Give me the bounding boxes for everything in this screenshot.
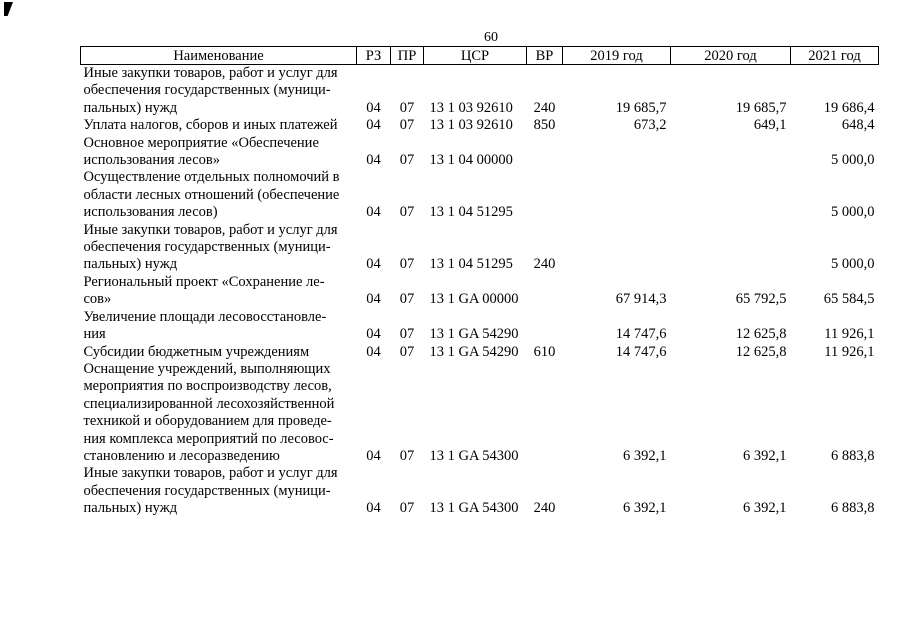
cell-name	[81, 117, 357, 134]
cell-rz: 04	[366, 256, 381, 273]
cell-rz: 04	[366, 99, 381, 116]
header-year-2021: 2021 год	[791, 47, 879, 65]
cell-csr: 13 1 04 51295	[429, 204, 513, 221]
cell-2021: 5 000,0	[831, 152, 875, 169]
table-row	[81, 117, 879, 134]
table-row	[81, 135, 879, 170]
cell-pr: 07	[399, 256, 415, 273]
cell-2020: 6 392,1	[743, 500, 787, 517]
name-line: техникой и оборудованием для проведе-	[83, 413, 332, 430]
cell-2021: 11 926,1	[824, 343, 875, 360]
header-csr: ЦСР	[424, 47, 527, 65]
header-vr: ВР	[527, 47, 563, 65]
name-line: пальных) нужд	[83, 99, 178, 116]
name-line: области лесных отношений (обеспечение	[83, 186, 340, 203]
cell-rz: 04	[366, 152, 381, 169]
cell-rz: 04	[366, 291, 381, 308]
cell-2019: 19 685,7	[615, 99, 667, 116]
cell-2020: 65 792,5	[735, 291, 787, 308]
name-line: Уплата налогов, сборов и иных платежей	[83, 117, 338, 134]
cell-2020: 649,1	[753, 117, 787, 134]
page-number: 60	[484, 30, 498, 45]
cell-2019: 14 747,6	[615, 343, 667, 360]
cell-2020	[671, 222, 791, 274]
cell-2020: 19 685,7	[735, 99, 787, 116]
cell-2019	[563, 169, 671, 221]
cell-rz: 04	[366, 447, 381, 464]
name-line: специализированной лесохозяйственной	[83, 395, 335, 412]
cell-csr: 13 1 GA 00000	[429, 291, 519, 308]
name-line: Осуществление отдельных полномочий в	[83, 169, 340, 186]
name-line: мероприятия по воспроизводству лесов,	[83, 378, 332, 395]
cell-vr: 240	[533, 256, 556, 273]
cell-csr: 13 1 GA 54290	[429, 326, 519, 343]
table-row	[81, 169, 879, 221]
table-row	[81, 309, 879, 344]
cell-2020: 12 625,8	[735, 326, 787, 343]
cell-name	[81, 65, 357, 118]
cell-pr: 07	[399, 500, 415, 517]
name-line: Основное мероприятие «Обеспечение	[83, 134, 319, 151]
cell-name	[81, 361, 357, 465]
name-line: использования лесов)	[83, 204, 218, 221]
cell-csr: 13 1 04 51295	[429, 256, 513, 273]
cell-csr: 13 1 GA 54300	[429, 500, 519, 517]
cell-2021: 65 584,5	[823, 291, 875, 308]
cell-csr: 13 1 03 92610	[429, 99, 513, 116]
cell-name	[81, 274, 357, 309]
cell-2021: 19 686,4	[823, 99, 875, 116]
cell-2021: 5 000,0	[831, 256, 875, 273]
scan-edge-mark	[4, 2, 13, 16]
cell-name	[81, 222, 357, 274]
header-row	[81, 47, 879, 65]
name-line: пальных) нужд	[83, 256, 178, 273]
table-header	[81, 47, 879, 65]
cell-pr: 07	[399, 152, 415, 169]
cell-pr: 07	[399, 326, 415, 343]
cell-vr: 850	[533, 117, 556, 134]
cell-2021: 11 926,1	[824, 326, 875, 343]
cell-csr: 13 1 GA 54290	[429, 343, 519, 360]
cell-2019: 67 914,3	[615, 291, 667, 308]
cell-name	[81, 465, 357, 517]
name-line: Иные закупки товаров, работ и услуг для	[83, 221, 338, 238]
cell-2020	[671, 169, 791, 221]
cell-csr: 13 1 04 00000	[429, 152, 513, 169]
cell-2021: 5 000,0	[831, 204, 875, 221]
cell-vr: 240	[533, 500, 556, 517]
table-row	[81, 465, 879, 517]
cell-name	[81, 344, 357, 361]
name-line: становлению и лесоразведению	[83, 447, 280, 464]
header-rz: РЗ	[357, 47, 391, 65]
cell-2020: 6 392,1	[743, 447, 787, 464]
cell-pr: 07	[399, 99, 415, 116]
name-line: Иные закупки товаров, работ и услуг для	[83, 65, 338, 81]
cell-vr	[527, 309, 563, 344]
table-row	[81, 65, 879, 118]
cell-pr: 07	[399, 117, 415, 134]
cell-vr	[527, 274, 563, 309]
cell-2019: 6 392,1	[623, 500, 667, 517]
cell-rz: 04	[366, 326, 381, 343]
cell-2019: 6 392,1	[623, 447, 667, 464]
name-line: сов»	[83, 291, 112, 308]
name-line: ния комплекса мероприятий по лесовос-	[83, 430, 334, 447]
header-year-2020: 2020 год	[671, 47, 791, 65]
budget-table	[80, 46, 879, 518]
header-name: Наименование	[81, 47, 357, 65]
cell-2020	[671, 135, 791, 170]
cell-rz: 04	[366, 343, 381, 360]
cell-pr: 07	[399, 291, 415, 308]
cell-rz: 04	[366, 117, 381, 134]
cell-name	[81, 169, 357, 221]
table-row	[81, 222, 879, 274]
cell-rz: 04	[366, 204, 381, 221]
cell-vr: 240	[533, 99, 556, 116]
table-row	[81, 274, 879, 309]
cell-vr	[527, 169, 563, 221]
cell-2019: 14 747,6	[615, 326, 667, 343]
cell-rz: 04	[366, 500, 381, 517]
table-body	[81, 65, 879, 518]
cell-vr: 610	[533, 343, 556, 360]
name-line: обеспечения государственных (муници-	[83, 82, 331, 99]
name-line: обеспечения государственных (муници-	[83, 482, 331, 499]
cell-2020: 12 625,8	[735, 343, 787, 360]
name-line: ния	[83, 326, 106, 343]
cell-pr: 07	[399, 343, 415, 360]
cell-name	[81, 309, 357, 344]
name-line: Увеличение площади лесовосстановле-	[83, 308, 327, 325]
table-row	[81, 344, 879, 361]
cell-2019	[563, 135, 671, 170]
cell-2021: 648,4	[841, 117, 875, 134]
name-line: Региональный проект «Сохранение ле-	[83, 273, 325, 290]
header-pr: ПР	[391, 47, 424, 65]
cell-vr	[527, 361, 563, 465]
name-line: Субсидии бюджетным учреждениям	[83, 343, 310, 360]
cell-2021: 6 883,8	[831, 447, 875, 464]
name-line: обеспечения государственных (муници-	[83, 239, 331, 256]
cell-csr: 13 1 GA 54300	[429, 447, 519, 464]
name-line: Иные закупки товаров, работ и услуг для	[83, 465, 338, 482]
name-line: Оснащение учреждений, выполняющих	[83, 360, 331, 377]
cell-csr: 13 1 03 92610	[429, 117, 513, 134]
cell-pr: 07	[399, 204, 415, 221]
cell-2019	[563, 222, 671, 274]
cell-vr	[527, 135, 563, 170]
name-line: пальных) нужд	[83, 500, 178, 517]
cell-2019: 673,2	[633, 117, 667, 134]
cell-pr: 07	[399, 447, 415, 464]
name-line: использования лесов»	[83, 152, 220, 169]
table-row	[81, 361, 879, 465]
cell-name	[81, 135, 357, 170]
header-year-2019: 2019 год	[563, 47, 671, 65]
cell-2021: 6 883,8	[831, 500, 875, 517]
